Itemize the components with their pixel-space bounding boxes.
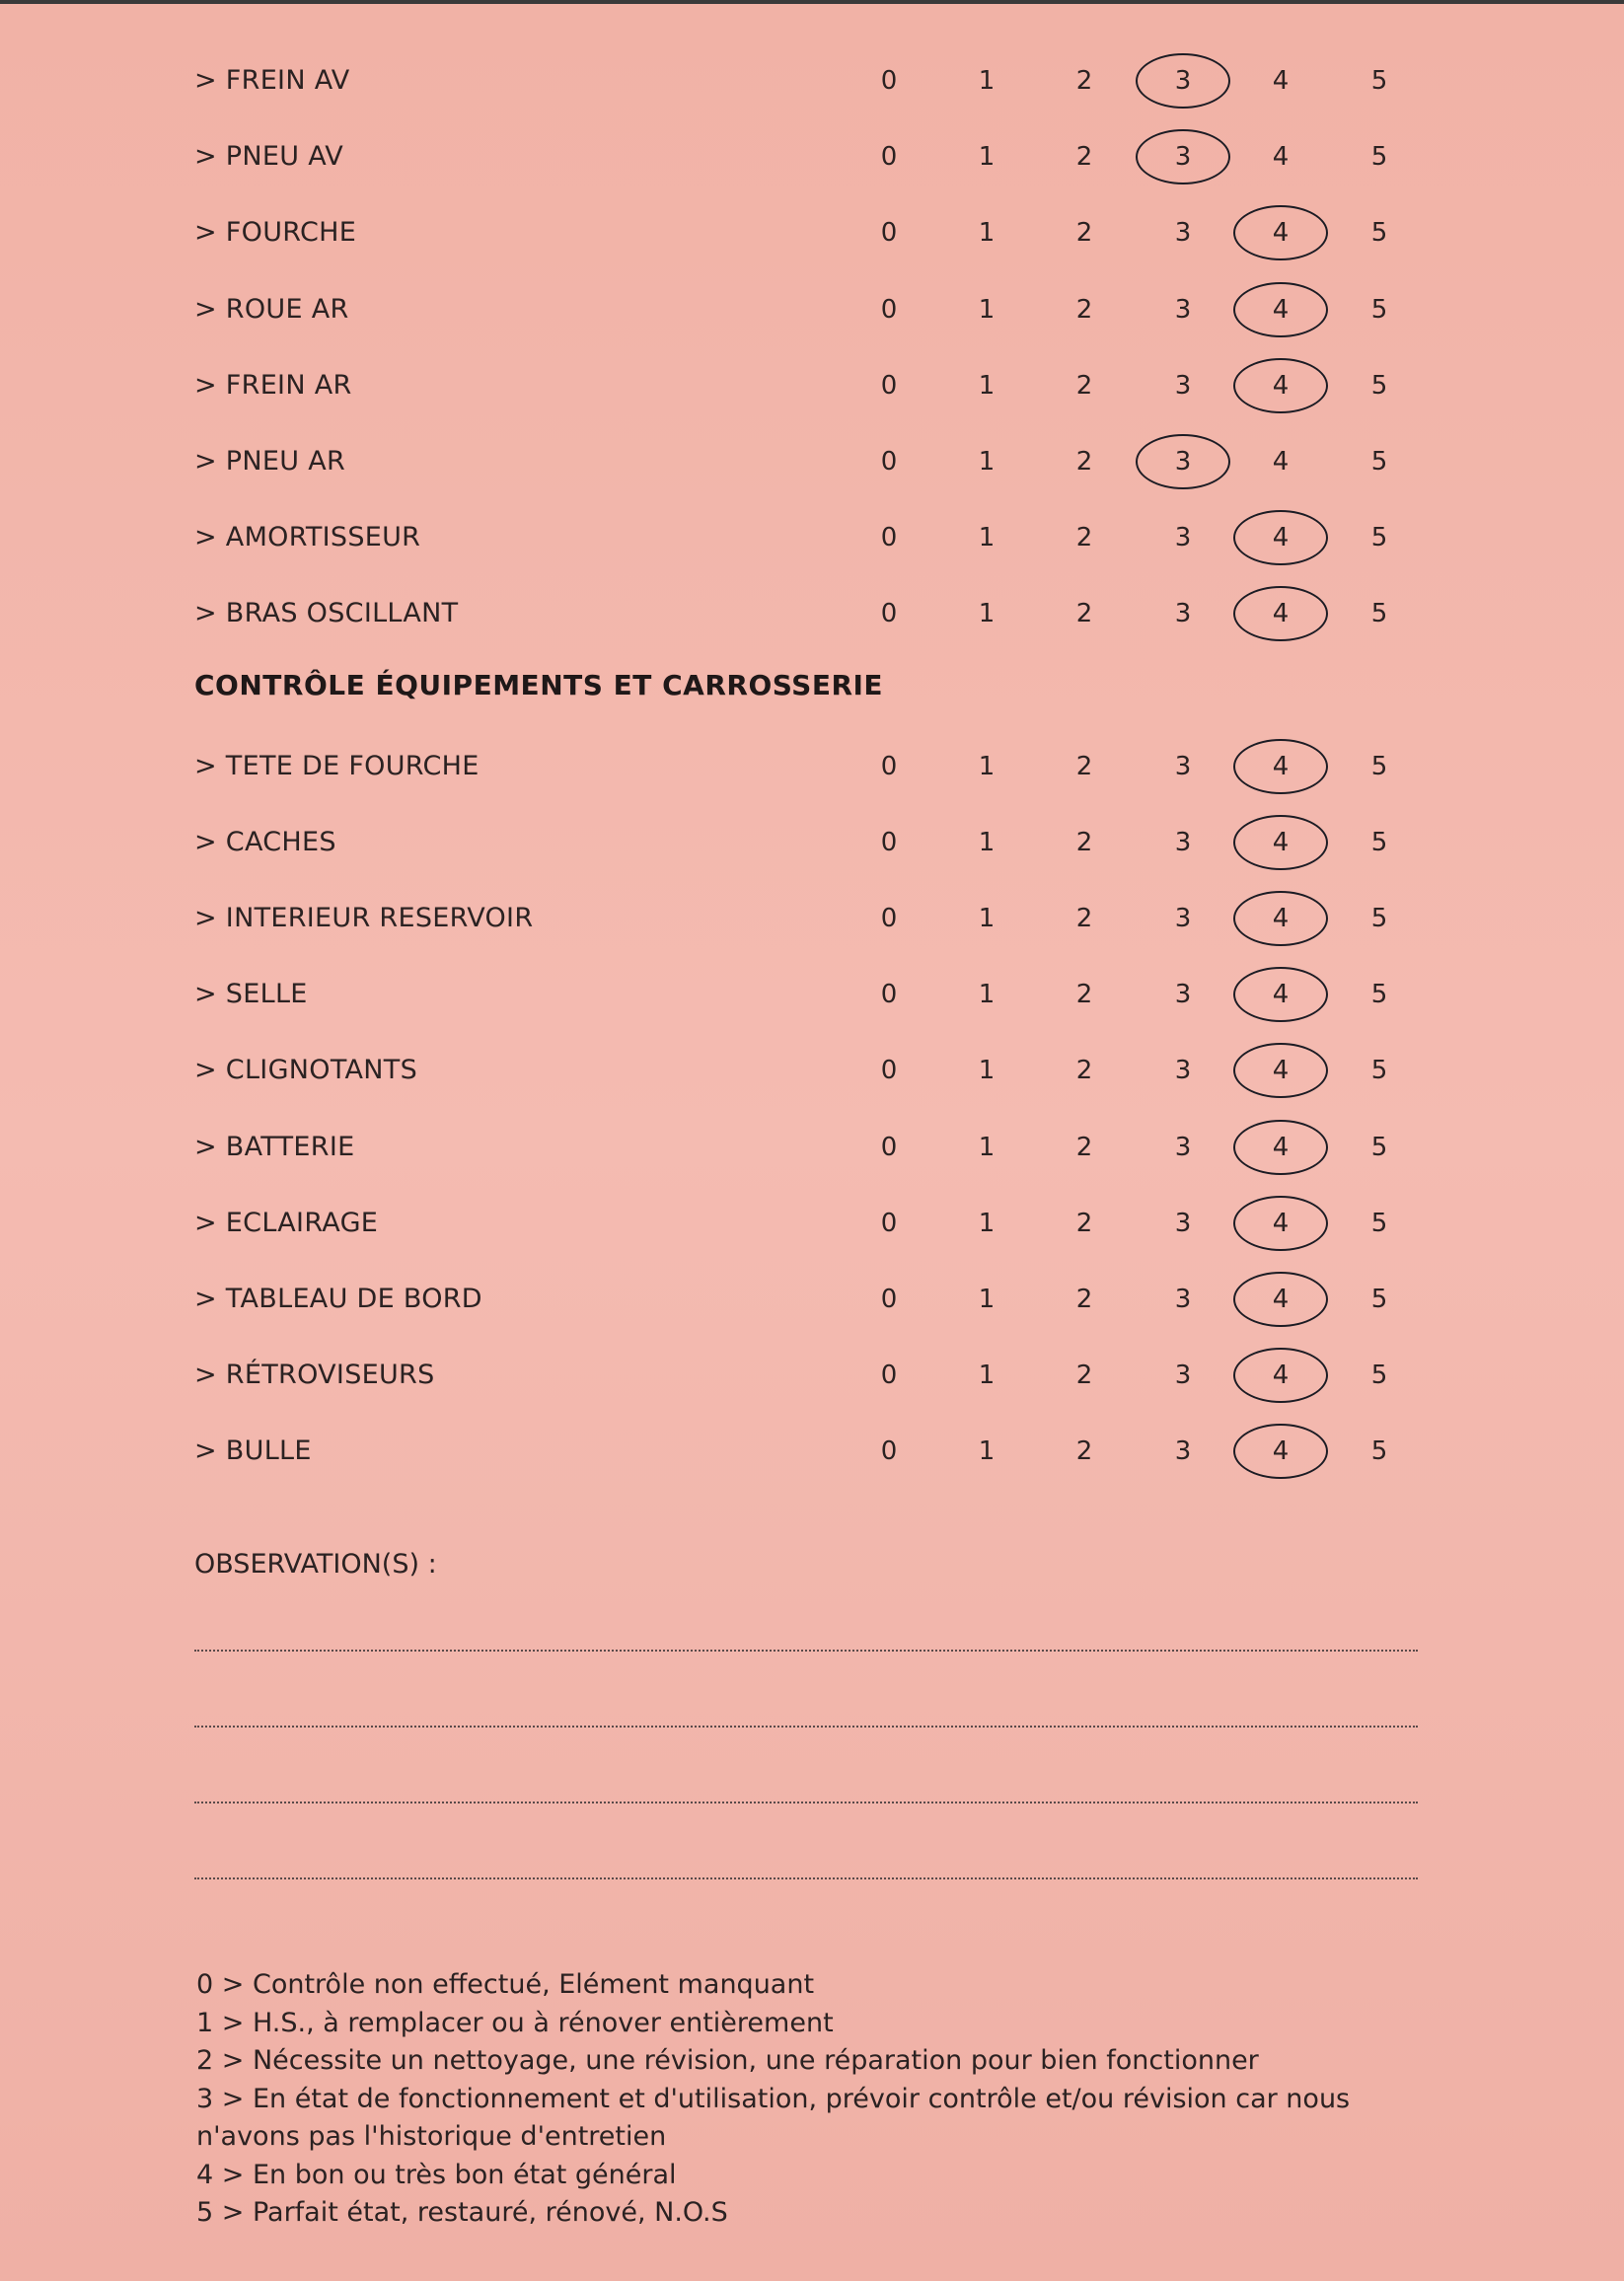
score-option-1[interactable]: 1 xyxy=(978,752,996,781)
score-option-2[interactable]: 2 xyxy=(1075,1435,1093,1466)
rating-row xyxy=(0,594,1624,633)
rating-row xyxy=(0,823,1624,862)
score-option-0[interactable]: 0 xyxy=(880,599,898,629)
rating-row xyxy=(0,747,1624,786)
score-option-5[interactable]: 5 xyxy=(1370,1056,1388,1086)
score-option-1[interactable]: 1 xyxy=(978,218,996,249)
score-option-0[interactable]: 0 xyxy=(880,752,898,781)
score-option-0[interactable]: 0 xyxy=(880,370,898,401)
score-option-5[interactable]: 5 xyxy=(1370,1284,1388,1314)
score-option-1[interactable]: 1 xyxy=(978,1284,996,1314)
score-option-1[interactable]: 1 xyxy=(978,828,996,858)
score-option-5[interactable]: 5 xyxy=(1370,1360,1388,1390)
observation-line[interactable] xyxy=(194,1650,1418,1652)
score-option-1[interactable]: 1 xyxy=(978,1435,996,1466)
score-option-1[interactable]: 1 xyxy=(978,370,996,401)
score-option-0[interactable]: 0 xyxy=(880,1435,898,1466)
score-option-2[interactable]: 2 xyxy=(1075,904,1093,934)
score-option-3[interactable]: 3 xyxy=(1174,904,1192,934)
score-option-2[interactable]: 2 xyxy=(1075,218,1093,249)
score-option-3[interactable]: 3 xyxy=(1174,1208,1192,1238)
rating-row xyxy=(0,1204,1624,1243)
score-option-4[interactable]: 4 xyxy=(1272,370,1290,401)
score-option-3[interactable]: 3 xyxy=(1174,828,1192,858)
rating-row-label: > PNEU AR xyxy=(194,446,346,477)
rating-row xyxy=(0,137,1624,177)
observation-line[interactable] xyxy=(194,1726,1418,1728)
rating-row-label: > AMORTISSEUR xyxy=(194,522,421,553)
rating-row xyxy=(0,899,1624,938)
score-option-2[interactable]: 2 xyxy=(1075,1056,1093,1086)
rating-row xyxy=(0,366,1624,405)
score-option-5[interactable]: 5 xyxy=(1370,828,1388,858)
score-option-4[interactable]: 4 xyxy=(1272,752,1290,781)
score-legend xyxy=(196,1966,1430,2233)
rating-row xyxy=(0,61,1624,101)
score-option-2[interactable]: 2 xyxy=(1075,447,1093,477)
score-option-1[interactable]: 1 xyxy=(978,447,996,477)
legend-line: 3 > En état de fonctionnement et d'utilisation, prévoir contrôle et/ou révision car nous xyxy=(196,2083,1351,2114)
score-option-5[interactable]: 5 xyxy=(1370,1132,1388,1162)
score-option-3[interactable]: 3 xyxy=(1174,1284,1192,1314)
score-option-2[interactable]: 2 xyxy=(1075,66,1093,96)
rating-row-label: > CLIGNOTANTS xyxy=(194,1055,418,1086)
rating-row-label: > RÉTROVISEURS xyxy=(194,1359,435,1390)
rating-row xyxy=(0,975,1624,1014)
score-option-0[interactable]: 0 xyxy=(880,523,898,553)
score-option-3[interactable]: 3 xyxy=(1174,1435,1192,1466)
score-option-0[interactable]: 0 xyxy=(880,142,898,173)
score-option-2[interactable]: 2 xyxy=(1075,1360,1093,1390)
score-option-5[interactable]: 5 xyxy=(1370,1208,1388,1238)
score-option-4[interactable]: 4 xyxy=(1272,66,1290,96)
score-option-2[interactable]: 2 xyxy=(1075,980,1093,1010)
score-option-5[interactable]: 5 xyxy=(1370,66,1388,96)
legend-line: 4 > En bon ou très bon état général xyxy=(196,2159,677,2190)
score-option-1[interactable]: 1 xyxy=(978,1360,996,1390)
score-option-1[interactable]: 1 xyxy=(978,523,996,553)
rating-row-label: > FOURCHE xyxy=(194,217,357,249)
legend-line: 0 > Contrôle non effectué, Elément manquant xyxy=(196,1969,815,2000)
score-option-0[interactable]: 0 xyxy=(880,828,898,858)
score-option-2[interactable]: 2 xyxy=(1075,599,1093,629)
score-option-3[interactable]: 3 xyxy=(1174,1056,1192,1086)
score-option-0[interactable]: 0 xyxy=(880,1056,898,1086)
rating-row xyxy=(0,1128,1624,1167)
score-option-4[interactable]: 4 xyxy=(1272,218,1290,249)
score-option-1[interactable]: 1 xyxy=(978,980,996,1010)
legend-line: 2 > Nécessite un nettoyage, une révision, une réparation pour bien fonctionner xyxy=(196,2045,1259,2076)
score-option-3[interactable]: 3 xyxy=(1174,1360,1192,1390)
score-option-2[interactable]: 2 xyxy=(1075,752,1093,781)
score-option-0[interactable]: 0 xyxy=(880,904,898,934)
rating-row-label: > PNEU AV xyxy=(194,141,344,173)
score-option-4[interactable]: 4 xyxy=(1272,447,1290,477)
score-option-3[interactable]: 3 xyxy=(1174,599,1192,629)
score-option-3[interactable]: 3 xyxy=(1174,142,1192,173)
rating-row-label: > ECLAIRAGE xyxy=(194,1207,379,1238)
score-option-2[interactable]: 2 xyxy=(1075,523,1093,553)
observation-line[interactable] xyxy=(194,1877,1418,1879)
score-option-3[interactable]: 3 xyxy=(1174,218,1192,249)
score-option-2[interactable]: 2 xyxy=(1075,294,1093,325)
legend-line: n'avons pas l'historique d'entretien xyxy=(196,2121,667,2152)
rating-row-label: > SELLE xyxy=(194,979,308,1010)
score-option-3[interactable]: 3 xyxy=(1174,447,1192,477)
score-option-2[interactable]: 2 xyxy=(1075,1132,1093,1162)
score-option-5[interactable]: 5 xyxy=(1370,980,1388,1010)
score-option-1[interactable]: 1 xyxy=(978,66,996,96)
score-option-3[interactable]: 3 xyxy=(1174,523,1192,553)
rating-row-label: > CACHES xyxy=(194,827,336,858)
score-option-0[interactable]: 0 xyxy=(880,1132,898,1162)
score-option-2[interactable]: 2 xyxy=(1075,828,1093,858)
score-option-5[interactable]: 5 xyxy=(1370,523,1388,553)
section-heading: CONTRÔLE ÉQUIPEMENTS ET CARROSSERIE xyxy=(194,669,884,701)
score-option-4[interactable]: 4 xyxy=(1272,904,1290,934)
score-option-4[interactable]: 4 xyxy=(1272,1435,1290,1466)
score-option-2[interactable]: 2 xyxy=(1075,1284,1093,1314)
score-option-5[interactable]: 5 xyxy=(1370,447,1388,477)
score-option-1[interactable]: 1 xyxy=(978,1132,996,1162)
score-option-4[interactable]: 4 xyxy=(1272,1132,1290,1162)
score-option-1[interactable]: 1 xyxy=(978,904,996,934)
rating-row-label: > TETE DE FOURCHE xyxy=(194,751,480,781)
score-option-5[interactable]: 5 xyxy=(1370,218,1388,249)
score-option-3[interactable]: 3 xyxy=(1174,66,1192,96)
rating-row-label: > ROUE AR xyxy=(194,293,349,325)
rating-row xyxy=(0,518,1624,557)
score-option-2[interactable]: 2 xyxy=(1075,1208,1093,1238)
score-option-3[interactable]: 3 xyxy=(1174,1132,1192,1162)
score-option-0[interactable]: 0 xyxy=(880,66,898,96)
rating-row xyxy=(0,1432,1624,1471)
legend-line: 5 > Parfait état, restauré, rénové, N.O.S xyxy=(196,2197,728,2228)
score-option-5[interactable]: 5 xyxy=(1370,599,1388,629)
rating-row xyxy=(0,213,1624,253)
legend-line: 1 > H.S., à remplacer ou à rénover entièrement xyxy=(196,2007,834,2038)
score-option-3[interactable]: 3 xyxy=(1174,370,1192,401)
score-option-1[interactable]: 1 xyxy=(978,599,996,629)
score-option-3[interactable]: 3 xyxy=(1174,294,1192,325)
observation-line[interactable] xyxy=(194,1802,1418,1803)
score-option-0[interactable]: 0 xyxy=(880,980,898,1010)
score-option-5[interactable]: 5 xyxy=(1370,904,1388,934)
rating-row-label: > INTERIEUR RESERVOIR xyxy=(194,903,534,934)
rating-row xyxy=(0,1280,1624,1319)
score-option-0[interactable]: 0 xyxy=(880,1208,898,1238)
rating-row-label: > FREIN AR xyxy=(194,369,352,401)
score-option-0[interactable]: 0 xyxy=(880,294,898,325)
score-option-0[interactable]: 0 xyxy=(880,218,898,249)
rating-row xyxy=(0,290,1624,330)
score-option-5[interactable]: 5 xyxy=(1370,294,1388,325)
score-option-4[interactable]: 4 xyxy=(1272,599,1290,629)
rating-row xyxy=(0,1051,1624,1090)
rating-row-label: > BATTERIE xyxy=(194,1131,355,1162)
score-option-5[interactable]: 5 xyxy=(1370,752,1388,781)
score-option-0[interactable]: 0 xyxy=(880,1360,898,1390)
score-option-2[interactable]: 2 xyxy=(1075,370,1093,401)
rating-row-label: > BRAS OSCILLANT xyxy=(194,598,459,629)
score-option-0[interactable]: 0 xyxy=(880,1284,898,1314)
observations-label: OBSERVATION(S) : xyxy=(194,1549,437,1580)
rating-row-label: > BULLE xyxy=(194,1435,312,1466)
score-option-4[interactable]: 4 xyxy=(1272,1360,1290,1390)
rating-row xyxy=(0,442,1624,481)
score-option-4[interactable]: 4 xyxy=(1272,142,1290,173)
rating-row-label: > TABLEAU DE BORD xyxy=(194,1283,482,1314)
score-option-5[interactable]: 5 xyxy=(1370,142,1388,173)
score-option-3[interactable]: 3 xyxy=(1174,752,1192,781)
score-option-1[interactable]: 1 xyxy=(978,294,996,325)
rating-row xyxy=(0,1356,1624,1395)
score-option-2[interactable]: 2 xyxy=(1075,142,1093,173)
score-option-4[interactable]: 4 xyxy=(1272,980,1290,1010)
score-option-0[interactable]: 0 xyxy=(880,447,898,477)
score-option-1[interactable]: 1 xyxy=(978,1208,996,1238)
score-option-4[interactable]: 4 xyxy=(1272,1284,1290,1314)
score-option-5[interactable]: 5 xyxy=(1370,1435,1388,1466)
score-option-4[interactable]: 4 xyxy=(1272,1208,1290,1238)
score-option-4[interactable]: 4 xyxy=(1272,828,1290,858)
score-option-4[interactable]: 4 xyxy=(1272,523,1290,553)
score-option-1[interactable]: 1 xyxy=(978,142,996,173)
score-option-4[interactable]: 4 xyxy=(1272,1056,1290,1086)
rating-row-label: > FREIN AV xyxy=(194,65,350,96)
score-option-1[interactable]: 1 xyxy=(978,1056,996,1086)
score-option-3[interactable]: 3 xyxy=(1174,980,1192,1010)
score-option-4[interactable]: 4 xyxy=(1272,294,1290,325)
score-option-5[interactable]: 5 xyxy=(1370,370,1388,401)
